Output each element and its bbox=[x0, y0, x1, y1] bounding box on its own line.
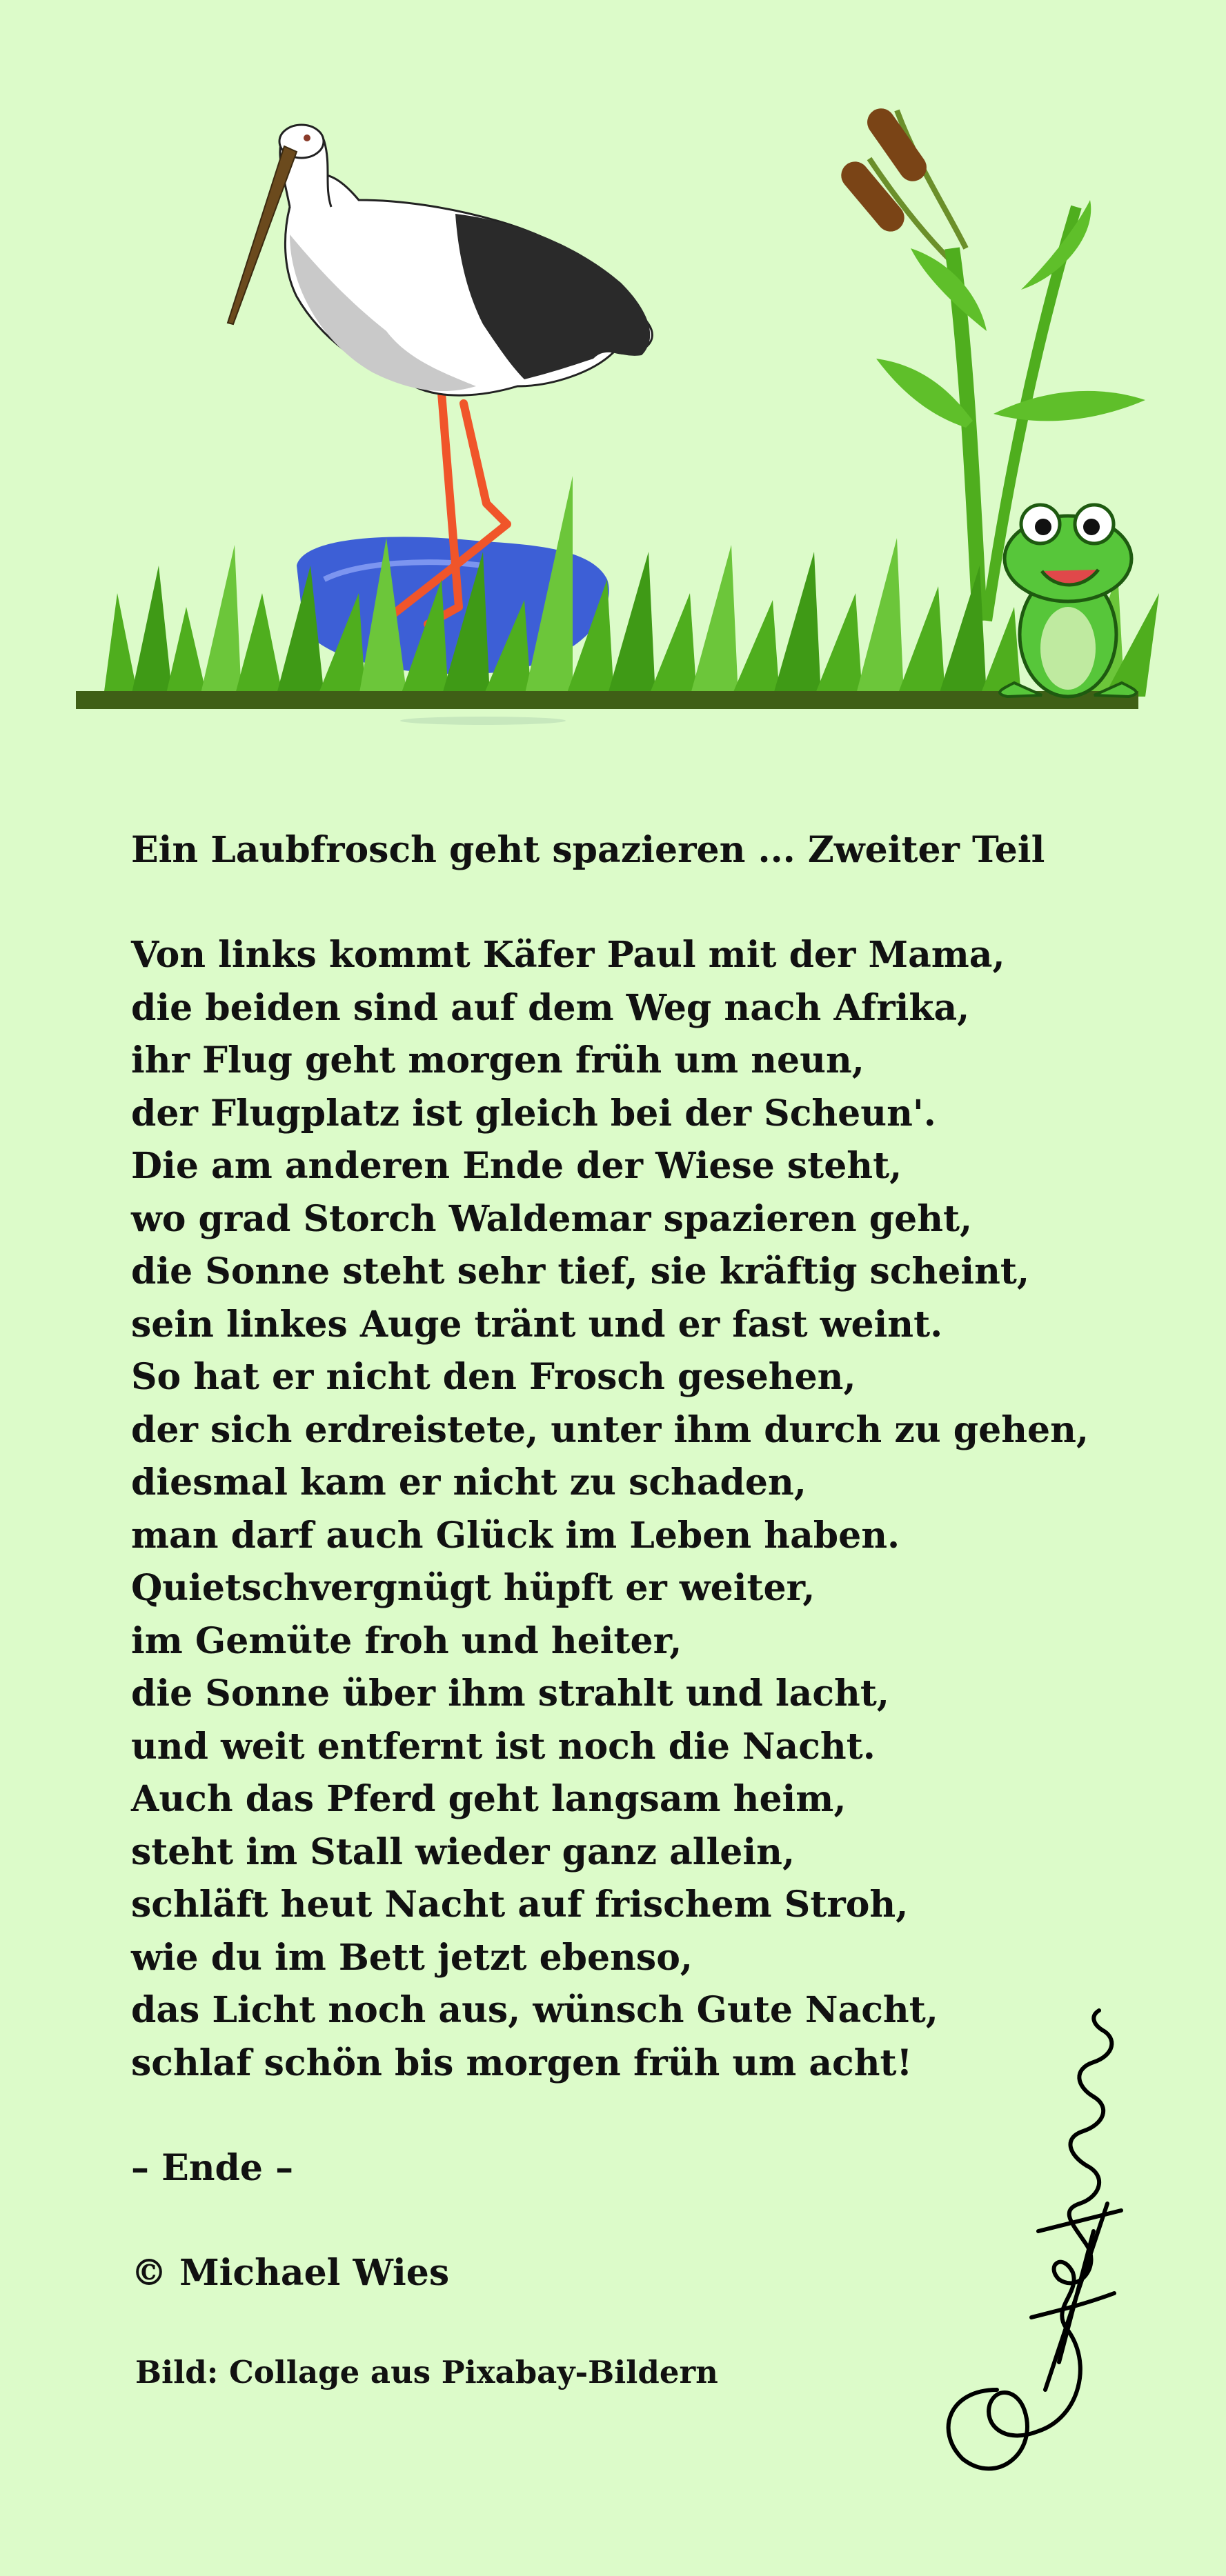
poem-line: schläft heut Nacht auf frischem Stroh, bbox=[131, 1884, 909, 1926]
poem-line: Die am anderen Ende der Wiese steht, bbox=[131, 1145, 902, 1187]
poem-line: Quietschvergnügt hüpft er weiter, bbox=[131, 1567, 815, 1609]
poem-line: schlaf schön bis morgen früh um acht! bbox=[131, 2041, 913, 2084]
poem-line: im Gemüte froh und heiter, bbox=[131, 1619, 682, 1662]
poem-line: das Licht noch aus, wünsch Gute Nacht, bbox=[131, 1989, 938, 2031]
poem-end-marker: – Ende – bbox=[131, 2147, 294, 2189]
poem-line: diesmal kam er nicht zu schaden, bbox=[131, 1461, 807, 1504]
poem-line: die Sonne über ihm strahlt und lacht, bbox=[131, 1673, 889, 1715]
poem-line: wo grad Storch Waldemar spazieren geht, bbox=[131, 1197, 973, 1240]
poem-line: der sich erdreistete, unter ihm durch zu gehen, bbox=[131, 1408, 1089, 1451]
poem-line: Von links kommt Käfer Paul mit der Mama, bbox=[131, 934, 1005, 976]
ground-strip bbox=[76, 691, 1138, 709]
poem-lines bbox=[131, 929, 1097, 2090]
poem-line: man darf auch Glück im Leben haben. bbox=[131, 1514, 900, 1557]
header-illustration bbox=[0, 0, 1226, 731]
copyright-notice: © Michael Wies bbox=[131, 2252, 450, 2294]
poem-line: die Sonne steht sehr tief, sie kräftig scheint, bbox=[131, 1250, 1030, 1292]
poem-line: sein linkes Auge tränt und er fast weint. bbox=[131, 1303, 943, 1346]
poem-line: und weit entfernt ist noch die Nacht. bbox=[131, 1725, 876, 1768]
image-credit: Bild: Collage aus Pixabay-Bildern bbox=[135, 2354, 718, 2390]
poem-line: steht im Stall wieder ganz allein, bbox=[131, 1830, 795, 1873]
poem-line: So hat er nicht den Frosch gesehen, bbox=[131, 1356, 856, 1398]
poem-line: der Flugplatz ist gleich bei der Scheun'. bbox=[131, 1092, 936, 1135]
signature-logo bbox=[921, 2004, 1149, 2486]
poem-line: Auch das Pferd geht langsam heim, bbox=[131, 1778, 847, 1820]
poem-line: die beiden sind auf dem Weg nach Afrika, bbox=[131, 986, 970, 1029]
poem-line: ihr Flug geht morgen früh um neun, bbox=[131, 1039, 864, 1081]
poem-title: Ein Laubfrosch geht spazieren ... Zweiter Teil bbox=[131, 829, 1045, 871]
poem-line: wie du im Bett jetzt ebenso, bbox=[131, 1936, 693, 1979]
